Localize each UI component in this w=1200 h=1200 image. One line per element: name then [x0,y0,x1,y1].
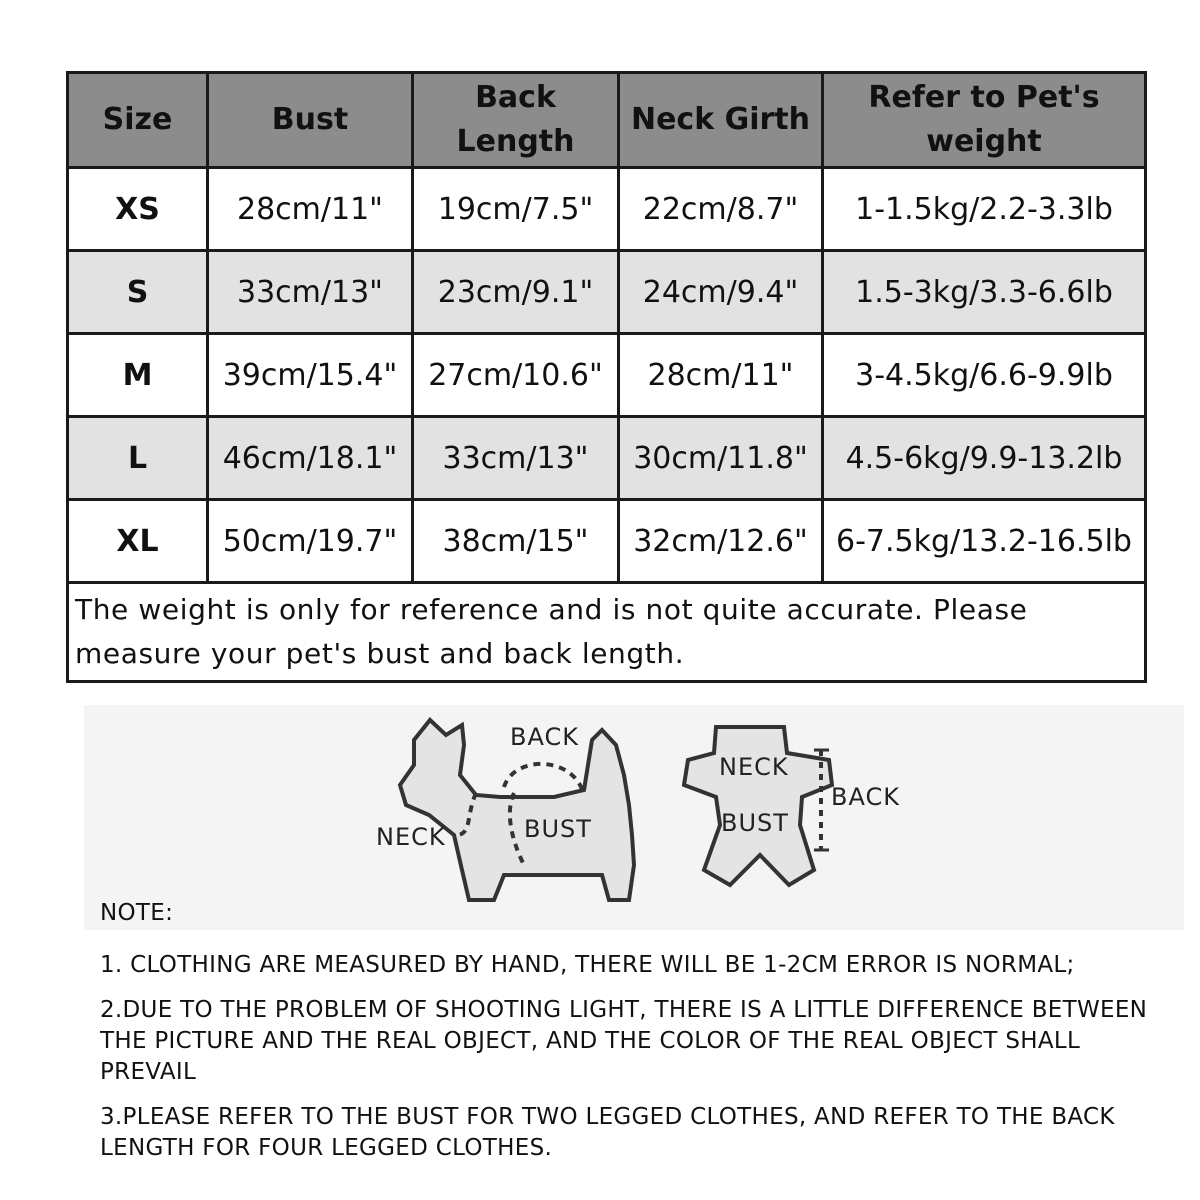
back-length-cell: 19cm/7.5" [413,168,619,251]
back-length-cell: 27cm/10.6" [413,334,619,417]
header-neck-girth: Neck Girth [619,73,823,168]
dog-neck-label: NECK [376,823,446,851]
neck-girth-cell: 32cm/12.6" [619,500,823,583]
note-item: 3.PLEASE REFER TO THE BUST FOR TWO LEGGED CLOTHES, AND REFER TO THE BACK LENGTH FOR FOUR LEGGED CLOTHES. [100,1104,1115,1161]
garment-bust-label: BUST [721,809,789,837]
size-cell: XS [68,168,208,251]
header-back-length: Back Length [413,73,619,168]
neck-girth-cell: 30cm/11.8" [619,417,823,500]
size-chart-table [66,71,1147,683]
size-cell: L [68,417,208,500]
notes-section [100,900,1160,1178]
weight-cell: 1-1.5kg/2.2-3.3lb [823,168,1146,251]
table-footnote-row [68,583,1146,682]
weight-cell: 1.5-3kg/3.3-6.6lb [823,251,1146,334]
dog-back-measure-line [504,764,584,795]
weight-footnote: The weight is only for reference and is not quite accurate. Please measure your pet's bust and back length. [68,583,1146,682]
neck-girth-cell: 28cm/11" [619,334,823,417]
table-row [68,417,1146,500]
bust-cell: 50cm/19.7" [208,500,413,583]
garment-neck-label: NECK [719,753,789,781]
back-length-cell: 38cm/15" [413,500,619,583]
size-cell: M [68,334,208,417]
weight-cell: 6-7.5kg/13.2-16.5lb [823,500,1146,583]
header-pet-weight: Refer to Pet's weight [823,73,1146,168]
table-header-row [68,73,1146,168]
weight-cell: 3-4.5kg/6.6-9.9lb [823,334,1146,417]
note-item: 2.DUE TO THE PROBLEM OF SHOOTING LIGHT, THERE IS A LITTLE DIFFERENCE BETWEEN THE PICTURE AND THE REAL OBJECT, AND THE COLOR OF THE REAL OBJECT SHALL PREVAIL [100,997,1148,1085]
dog-back-label: BACK [510,723,579,751]
bust-cell: 46cm/18.1" [208,417,413,500]
header-size: Size [68,73,208,168]
header-bust: Bust [208,73,413,168]
dog-bust-label: BUST [524,815,592,843]
size-cell: XL [68,500,208,583]
table-row [68,168,1146,251]
table-row [68,251,1146,334]
back-length-cell: 33cm/13" [413,417,619,500]
notes-title: NOTE: [100,900,174,926]
measurement-diagram [84,705,1184,930]
note-item: 1. CLOTHING ARE MEASURED BY HAND, THERE WILL BE 1-2CM ERROR IS NORMAL; [100,952,1075,978]
back-length-cell: 23cm/9.1" [413,251,619,334]
garment-silhouette-icon [684,727,832,885]
weight-cell: 4.5-6kg/9.9-13.2lb [823,417,1146,500]
measurement-diagram-graphic [84,705,1184,930]
table-row [68,334,1146,417]
neck-girth-cell: 24cm/9.4" [619,251,823,334]
neck-girth-cell: 22cm/8.7" [619,168,823,251]
table-row [68,500,1146,583]
bust-cell: 39cm/15.4" [208,334,413,417]
bust-cell: 28cm/11" [208,168,413,251]
size-cell: S [68,251,208,334]
bust-cell: 33cm/13" [208,251,413,334]
garment-back-label: BACK [831,783,900,811]
